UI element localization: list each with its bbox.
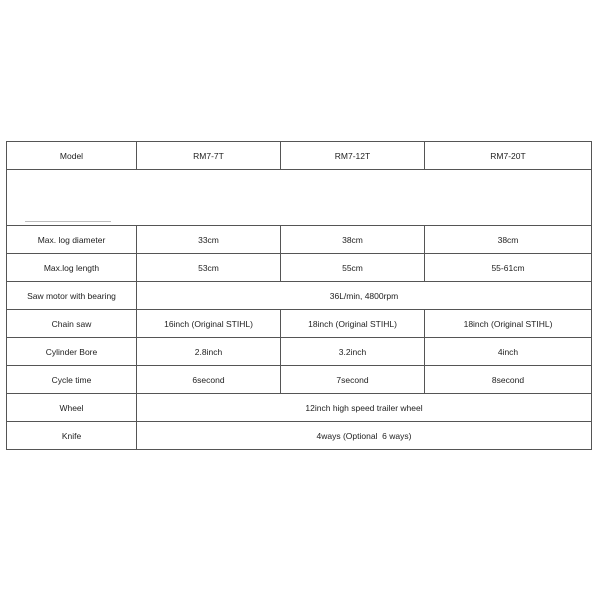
row-label: Max.log length xyxy=(7,254,137,282)
cell-value: 18inch (Original STIHL) xyxy=(425,310,592,338)
cell-value: 55cm xyxy=(281,254,425,282)
row-label: Chain saw xyxy=(7,310,137,338)
cell-value: 16inch (Original STIHL) xyxy=(137,310,281,338)
row-label: Max. log diameter xyxy=(7,226,137,254)
cell-value-merged: 36L/min, 4800rpm xyxy=(137,282,592,310)
cell-value: 7second xyxy=(281,366,425,394)
cell-value: 33cm xyxy=(137,226,281,254)
cell-value-merged: 12inch high speed trailer wheel xyxy=(137,394,592,422)
cell-value: 8second xyxy=(425,366,592,394)
header-label: Model xyxy=(7,142,137,170)
row-label: Cycle time xyxy=(7,366,137,394)
faint-underline xyxy=(25,221,111,222)
cell-value: 53cm xyxy=(137,254,281,282)
header-row xyxy=(7,142,592,170)
table-row xyxy=(7,338,592,366)
cell-value: 6second xyxy=(137,366,281,394)
model-rm7-12t: RM7-12T xyxy=(281,142,425,170)
table-row xyxy=(7,310,592,338)
table-row xyxy=(7,282,592,310)
table-row xyxy=(7,366,592,394)
cell-value: 18inch (Original STIHL) xyxy=(281,310,425,338)
blank-row xyxy=(7,170,592,226)
cell-value: 2.8inch xyxy=(137,338,281,366)
blank-cell xyxy=(7,170,592,226)
table-row xyxy=(7,254,592,282)
model-rm7-20t: RM7-20T xyxy=(425,142,592,170)
row-label: Saw motor with bearing xyxy=(7,282,137,310)
cell-value: 38cm xyxy=(425,226,592,254)
table-row xyxy=(7,422,592,450)
row-label: Cylinder Bore xyxy=(7,338,137,366)
row-label: Wheel xyxy=(7,394,137,422)
cell-value: 3.2inch xyxy=(281,338,425,366)
cell-value: 55-61cm xyxy=(425,254,592,282)
cell-value-merged: 4ways (Optional 6 ways) xyxy=(137,422,592,450)
table-row xyxy=(7,226,592,254)
row-label: Knife xyxy=(7,422,137,450)
model-rm7-7t: RM7-7T xyxy=(137,142,281,170)
cell-value: 38cm xyxy=(281,226,425,254)
table-row xyxy=(7,394,592,422)
cell-value: 4inch xyxy=(425,338,592,366)
spec-table xyxy=(6,141,592,450)
